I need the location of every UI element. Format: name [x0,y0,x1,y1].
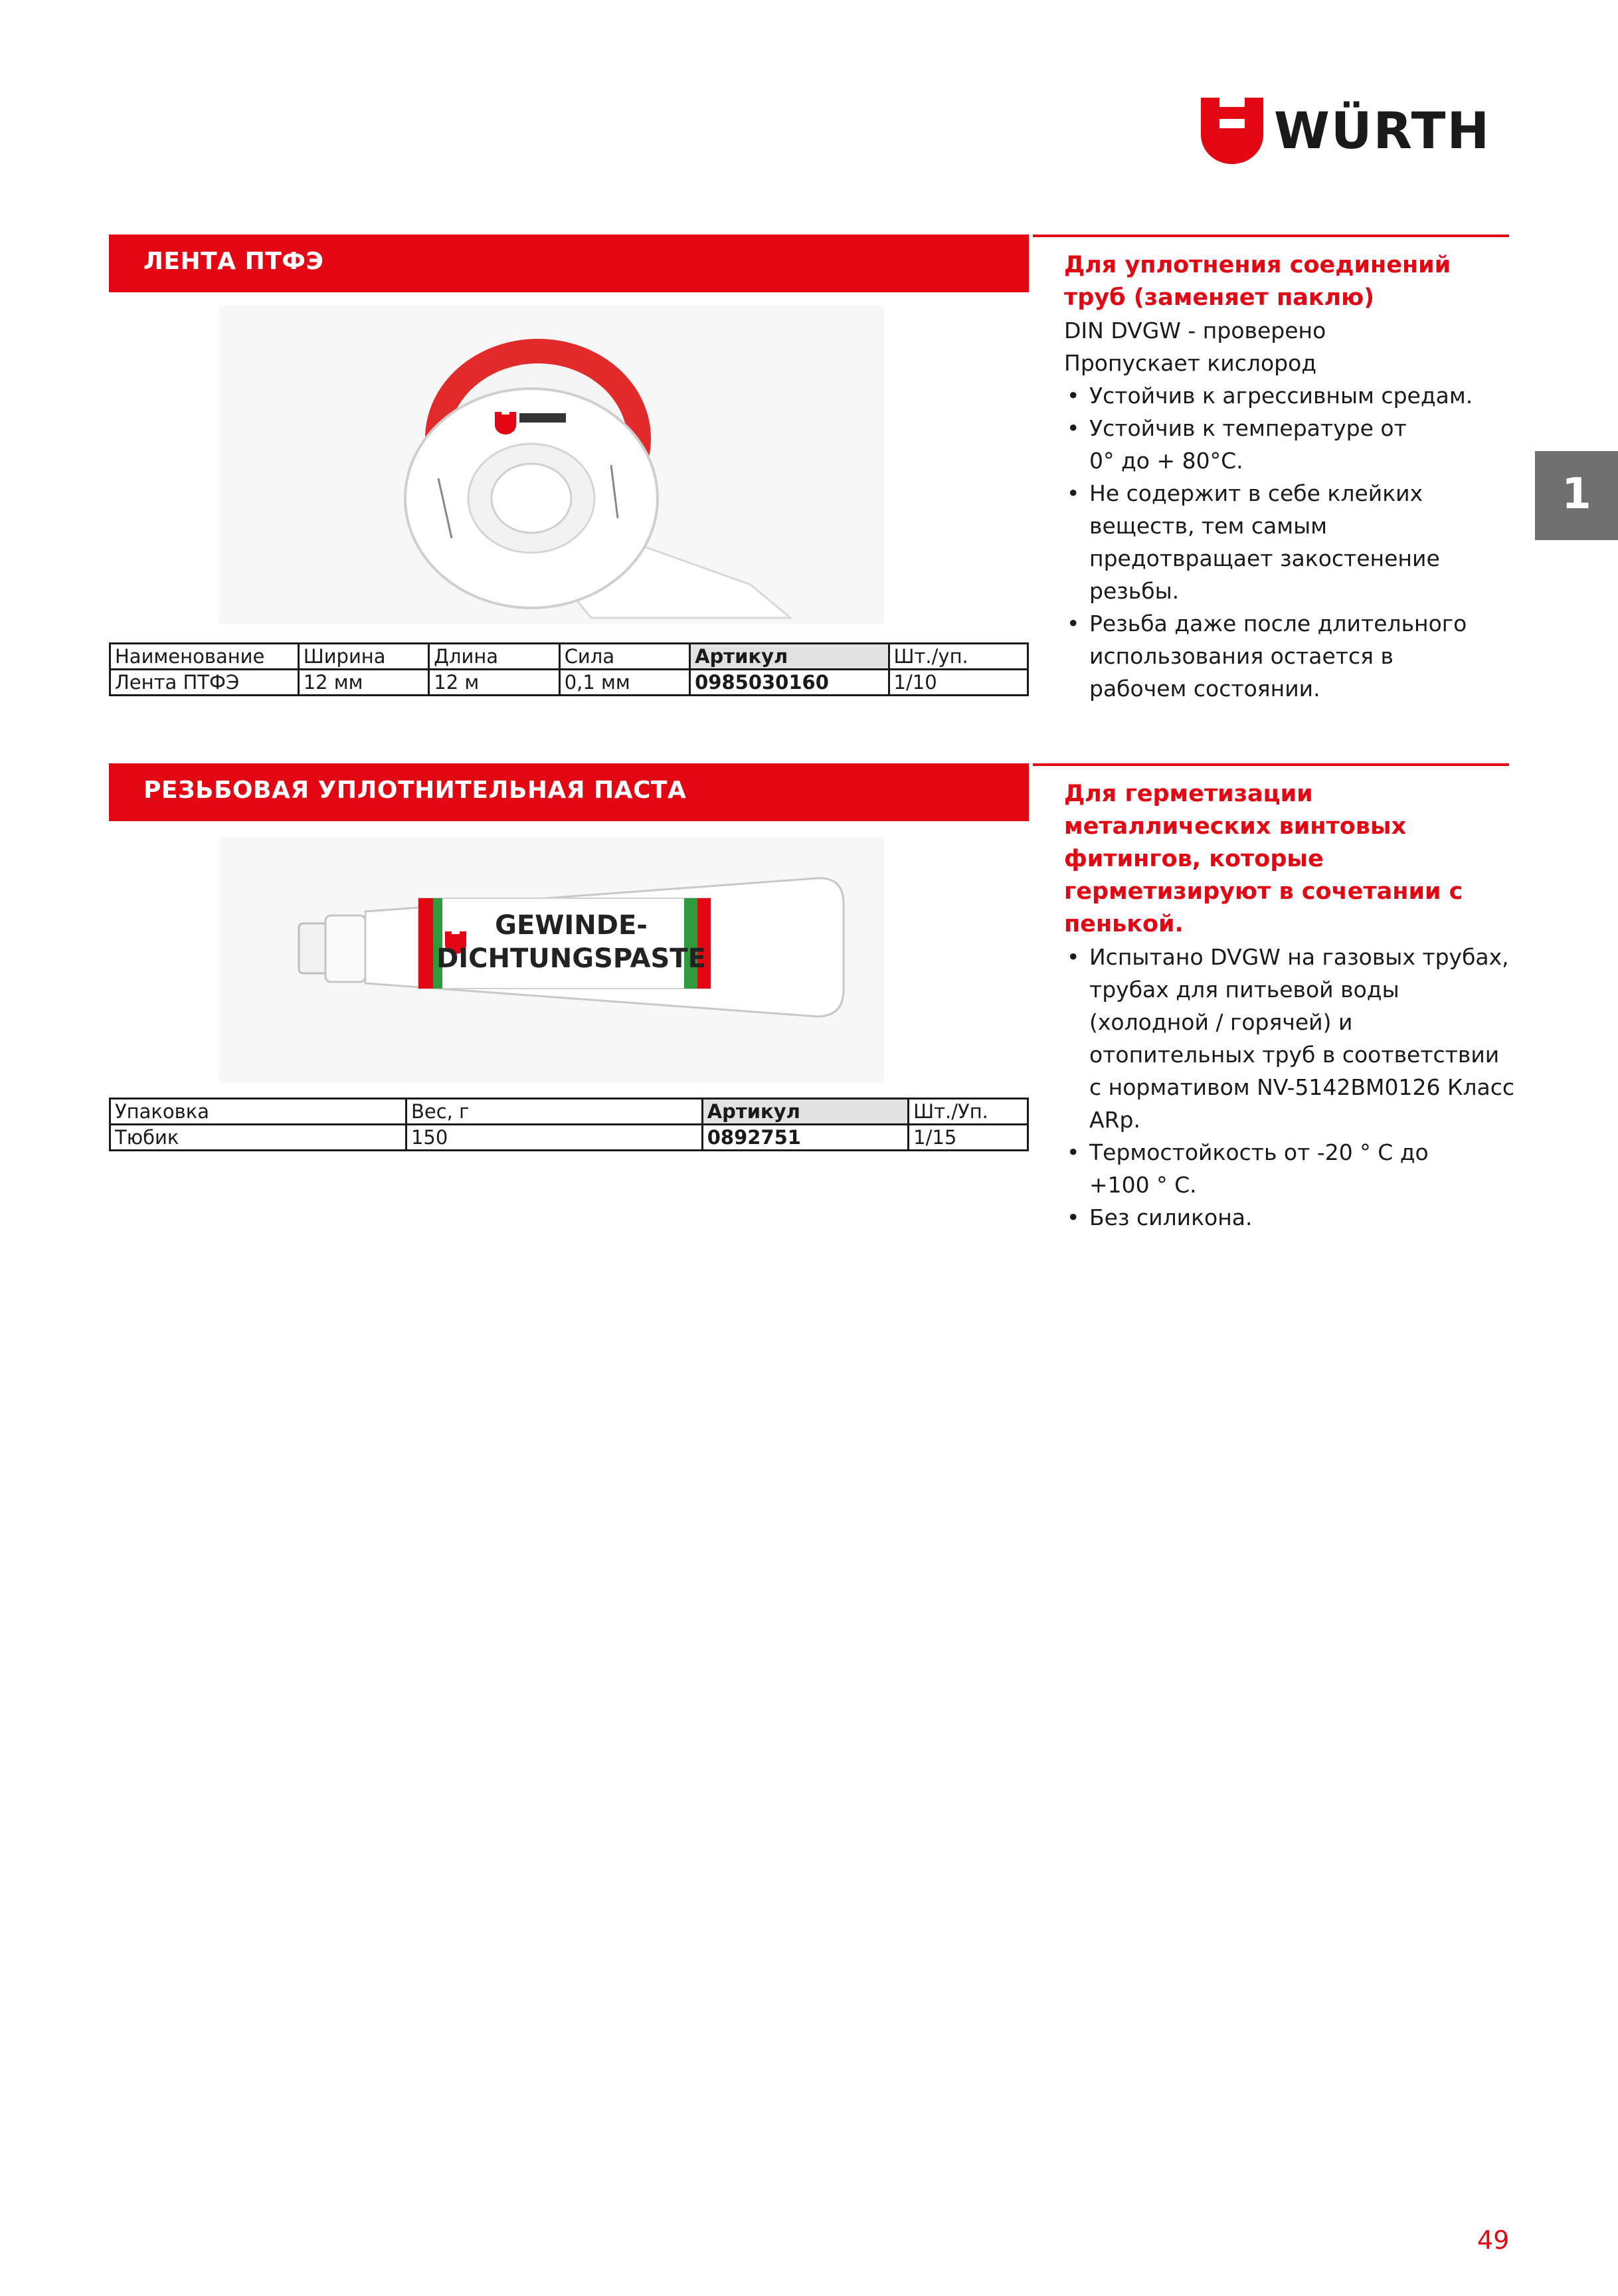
section-title: РЕЗЬБОВАЯ УПЛОТНИТЕЛЬНАЯ ПАСТА [143,777,687,804]
article-number-cell: 0892751 [702,1125,908,1151]
ptfe-tape-spec-table [109,642,1029,696]
table-cell: 1/10 [889,670,1028,696]
section-divider [109,818,1029,821]
description-line: DIN DVGW - проверено [1064,318,1326,343]
table-cell: 150 [406,1125,702,1151]
section-divider [1033,235,1509,237]
table-header-cell: Сила [559,644,689,670]
feature-bullet: • Не содержит в себе клейких веществ, тем самым предотвращает закостенение резьбы. [1064,477,1501,607]
section-divider [1033,763,1509,766]
wurth-logo [1201,97,1513,165]
table-header-cell: Артикул [690,644,889,670]
table-header-cell: Длина [429,644,559,670]
feature-bullet: • Испытано DVGW на газовых трубах, трубах для питьевой воды (холодной / горячей) и отопительных труб в соответствии с нормативом NV-5142BM0126 Класс ARp. [1064,941,1516,1136]
paste-tube-image [219,837,883,1083]
table-header-cell: Шт./уп. [889,644,1028,670]
chapter-tab [1535,451,1618,540]
thread-paste-spec-table [109,1098,1029,1151]
table-cell: 12 м [429,670,559,696]
ptfe-tape-description [1064,249,1516,705]
tube-label-line-2: DICHTUNGSPASTE [436,943,706,974]
table-cell: 0,1 мм [559,670,689,696]
table-row [110,1125,1028,1151]
table-cell: 12 мм [298,670,429,696]
table-row [110,670,1028,696]
table-cell: 1/15 [909,1125,1028,1151]
feature-bullet: • Устойчив к температуре от 0° до + 80°C. [1064,412,1435,477]
section-title: ЛЕНТА ПТФЭ [143,248,324,275]
description-line: Пропускает кислород [1064,350,1317,376]
section-divider [109,290,1029,292]
chapter-tab-label: 1 [1562,470,1591,519]
table-header-cell: Упаковка [110,1099,406,1125]
description-headline: Для уплотнения соединений труб (заменяет паклю) [1064,252,1451,311]
ptfe-tape-roll-image [219,306,883,624]
feature-bullet: • Устойчив к агрессивным средам. [1064,379,1516,412]
table-header-cell: Наименование [110,644,299,670]
description-headline: Для герметизации металлических винтовых фитингов, которые герметизируют в сочетании с пенькой. [1064,781,1463,937]
brand-name: WÜRTH [1274,101,1491,160]
section-header-ptfe-tape [109,235,1029,292]
thread-paste-description [1064,778,1516,1234]
article-number-cell: 0985030160 [690,670,889,696]
table-cell: Лента ПТФЭ [110,670,299,696]
table-header-cell: Вес, г [406,1099,702,1125]
table-header-row [110,1099,1028,1125]
feature-bullet: • Термостойкость от -20 ° C до +100 ° C. [1064,1136,1475,1201]
feature-bullet: • Без силикона. [1064,1201,1516,1234]
table-header-cell: Ширина [298,644,429,670]
tube-label-line-1: GEWINDE- [495,910,648,941]
table-header-cell: Шт./Уп. [909,1099,1028,1125]
section-header-thread-paste [109,763,1029,820]
wurth-logo-icon [1201,98,1263,164]
table-cell: Тюбик [110,1125,406,1151]
table-header-row [110,644,1028,670]
page-number: 49 [1477,2226,1510,2255]
table-header-cell: Артикул [702,1099,908,1125]
feature-bullet: • Резьба даже после длительного использования остается в рабочем состоянии. [1064,607,1475,705]
